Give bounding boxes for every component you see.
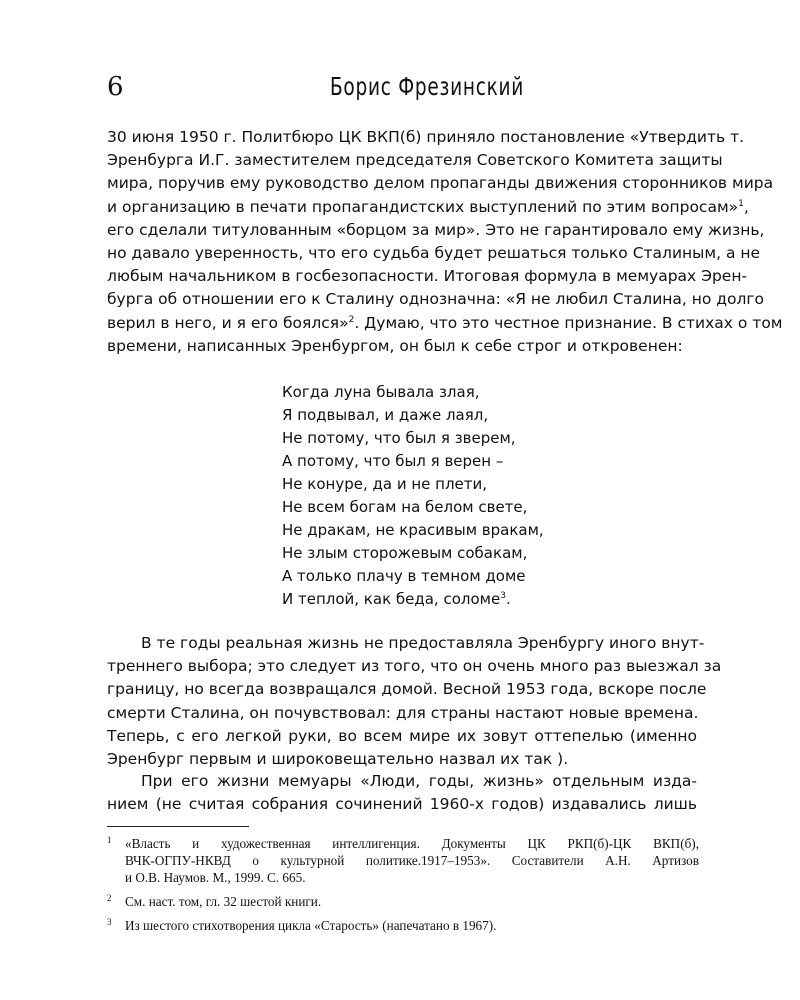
text-line: но давало уверенность, что его судьба будет решаться только Сталиным, а не [107, 244, 761, 263]
poem-line: Не злым сторожевым собакам, [282, 544, 528, 562]
text-line: 30 июня 1950 г. Политбюро ЦК ВКП(б) приняло постановление «Утвердить т. [107, 128, 745, 146]
footnote-mark: 1 [107, 835, 112, 845]
poem-line: Не потому, что был я зверем, [282, 429, 516, 447]
text-line: бурга об отношении его к Сталину однозначна: «Я не любил Сталина, но долго [107, 290, 765, 309]
text-line: . Думаю, что это честное признание. В стихах о том [354, 313, 783, 332]
poem-line: А только плачу в темном доме [282, 567, 526, 585]
poem-line: А потому, что был я верен – [282, 452, 504, 470]
footnote-mark: 3 [107, 917, 112, 927]
text-line: При его жизни мемуары «Люди, годы, жизнь» отдельным изда- [141, 772, 697, 790]
paragraph-2 [107, 632, 722, 771]
text-line: и организацию в печати пропагандистских выступлений по этим вопросам» [107, 197, 739, 216]
poem-line [282, 588, 544, 611]
text-line: В те годы реальная жизнь не предоставляла Эренбургу иного внут- [141, 634, 705, 652]
footnote-3 [107, 917, 699, 934]
poem-line: Не всем богам на белом свете, [282, 498, 528, 516]
punctuation: . [505, 590, 511, 608]
footnote-mark: 2 [107, 893, 112, 903]
footnote-text [125, 917, 699, 934]
paragraph-3 [107, 770, 697, 816]
footnote-ref-3[interactable]: 3 [500, 591, 506, 601]
text-line: мира, поручив ему руководство делом пропаганды движения сторонников мира [107, 174, 774, 193]
text-line-with-note [107, 312, 783, 335]
paragraph-1 [107, 126, 783, 358]
text-line: времени, написанных Эренбургом, он был к себе строг и откровенен: [107, 336, 683, 355]
text-line: любым начальником в госбезопасности. Итоговая формула в мемуарах Эрен- [107, 267, 748, 286]
text-line: Эренбурга И.Г. заместителем председателя Советского Комитета защиты [107, 151, 723, 170]
poem-line: Я подвывал, и даже лаял, [282, 406, 489, 424]
poem [282, 381, 544, 611]
footnote-ref-2[interactable]: 2 [348, 314, 355, 325]
footnote-text [125, 835, 699, 886]
text-line: границу, но всегда возвращался домой. Весной 1953 года, вскоре после [107, 680, 707, 699]
text-line: его сделали титулованным «борцом за мир». Это не гарантировало ему жизнь, [107, 220, 765, 239]
poem-line: Когда луна бывала злая, [282, 383, 480, 401]
footnote-line: Из шестого стихотворения цикла «Старость» (напечатано в 1967). [125, 918, 497, 933]
text-line: треннего выбора; это следует из того, что он очень много раз выезжал за [107, 657, 722, 676]
footnote-1 [107, 835, 699, 886]
footnote-line: См. наст. том, гл. 32 шестой книги. [125, 894, 322, 909]
text-line-with-note [107, 196, 749, 219]
text-line: верил в него, и я его боялся» [107, 313, 349, 332]
poem-line: Не дракам, не красивым вракам, [282, 521, 544, 539]
text-line: Теперь, с его легкой руки, во всем мире их зовут оттепелью (именно [107, 726, 697, 745]
footnotes [107, 835, 699, 941]
footnote-text [125, 893, 699, 910]
footnote-line: и О.В. Наумов. М., 1999. С. 665. [125, 870, 306, 885]
poem-line: Не конуре, да и не плети, [282, 475, 488, 493]
footnote-2 [107, 893, 699, 910]
running-head: Борис Фрезинский [330, 72, 525, 101]
footnote-ref-1[interactable]: 1 [738, 198, 744, 209]
punctuation: , [743, 197, 749, 216]
text-line: смерти Сталина, он почувствовал: для страны настают новые времена. [107, 703, 699, 722]
page-number: 6 [107, 72, 124, 102]
text-line: нием (не считая собрания сочинений 1960-х годов) издавались лишь [107, 795, 697, 814]
footnote-line: ВЧК-ОГПУ-НКВД о культурной политике.1917–1953». Составители А.Н. Артизов [125, 853, 699, 868]
footnote-line: «Власть и художественная интеллигенция. Документы ЦК РКП(б)-ЦК ВКП(б), [125, 836, 699, 851]
text-line: Эренбург первым и широковещательно назвал их так ). [107, 750, 569, 769]
poem-line-text: И теплой, как беда, соломе [282, 590, 501, 608]
footnote-divider [107, 826, 249, 827]
